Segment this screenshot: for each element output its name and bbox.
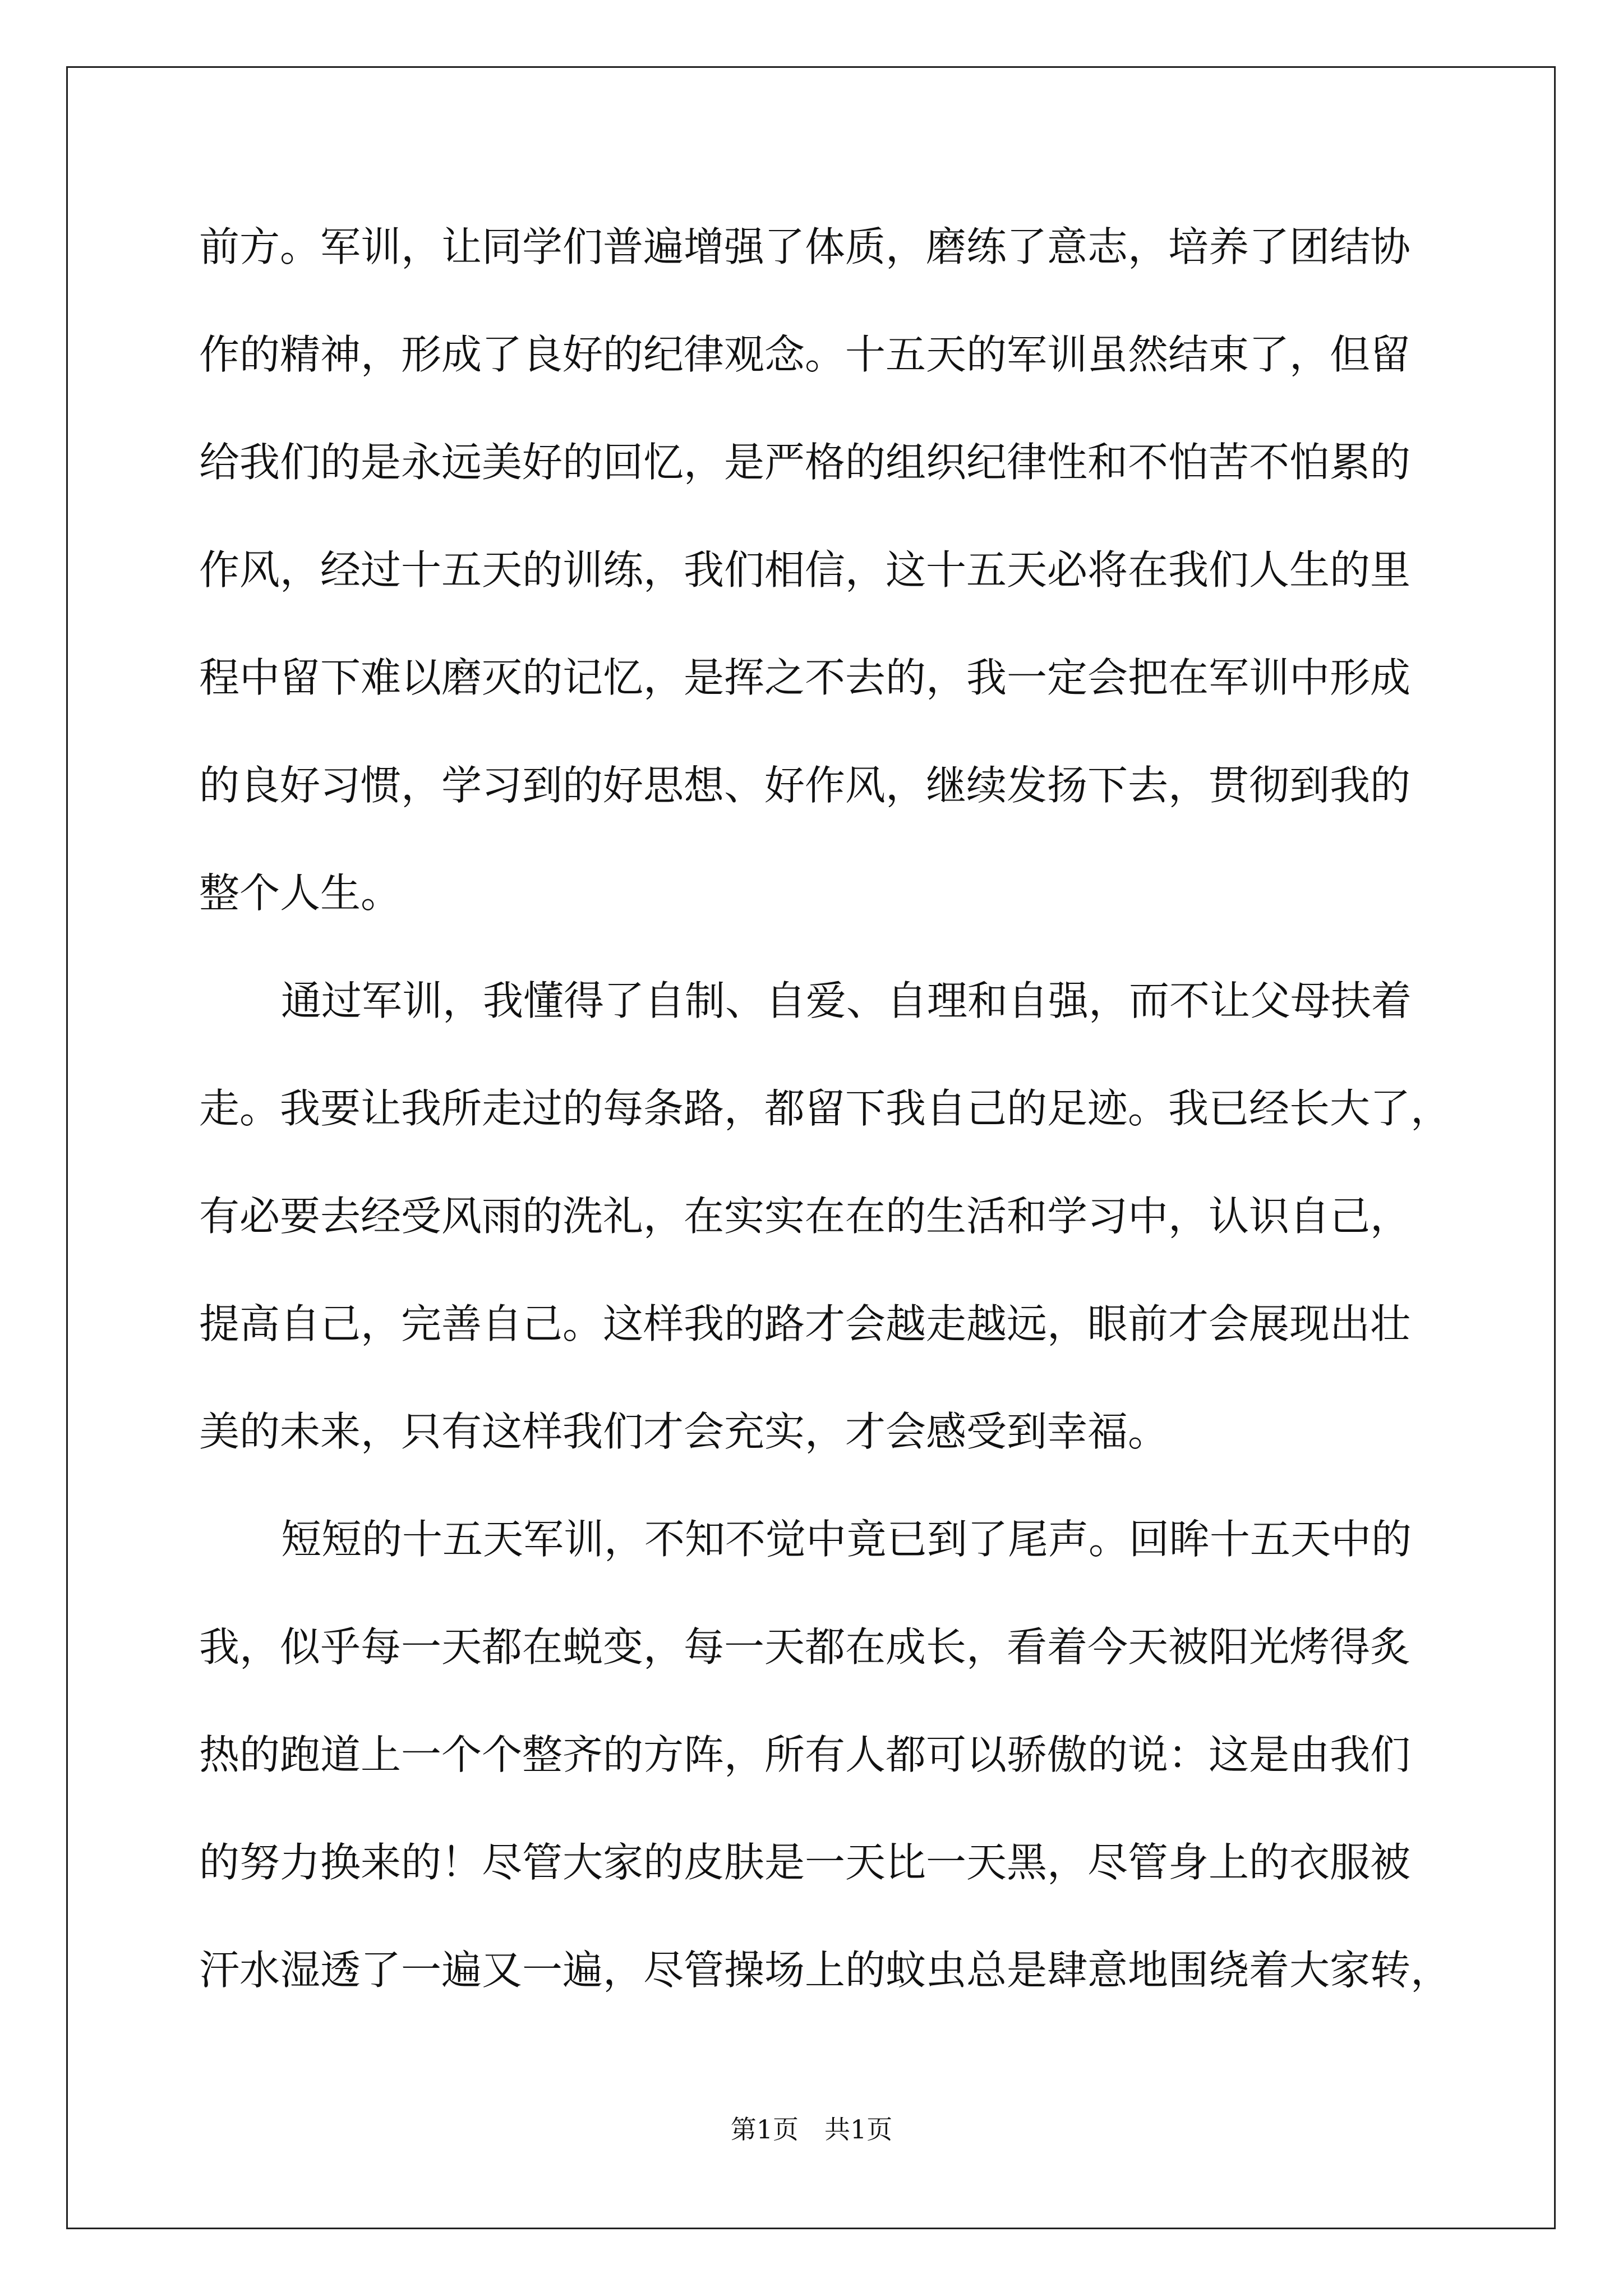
text-line: 我，似乎每一天都在蜕变，每一天都在成长，看着今天被阳光烤得炙 — [199, 1623, 1411, 1671]
text-line: 程中留下难以磨灭的记忆，是挥之不去的，我一定会把在军训中形成 — [199, 654, 1411, 701]
text-line: 的努力换来的！尽管大家的皮肤是一天比一天黑，尽管身上的衣服被 — [199, 1839, 1411, 1886]
text-line: 前方。军训，让同学们普遍增强了体质，磨练了意志，培养了团结协 — [199, 223, 1411, 270]
text-line: 的良好习惯，学习到的好思想、好作风，继续发扬下去，贯彻到我的 — [199, 762, 1411, 809]
text-line: 汗水湿透了一遍又一遍，尽管操场上的蚊虫总是肆意地围绕着大家转， — [199, 1947, 1451, 1994]
text-line: 短短的十五天军训，不知不觉中竟已到了尾声。回眸十五天中的 — [281, 1516, 1412, 1563]
text-line: 走。我要让我所走过的每条路，都留下我自己的足迹。我已经长大了， — [199, 1085, 1451, 1132]
text-line: 热的跑道上一个个整齐的方阵，所有人都可以骄傲的说：这是由我们 — [199, 1731, 1411, 1778]
text-line: 有必要去经受风雨的洗礼，在实实在在的生活和学习中，认识自己， — [199, 1193, 1411, 1240]
text-line: 通过军训，我懂得了自制、自爱、自理和自强，而不让父母扶着 — [281, 977, 1412, 1024]
page-number-footer: 第1页 共1页 — [730, 2114, 893, 2145]
text-line: 整个人生。 — [199, 869, 402, 917]
text-line: 美的未来，只有这样我们才会充实，才会感受到幸福。 — [199, 1408, 1169, 1455]
text-line: 给我们的是永远美好的回忆，是严格的组织纪律性和不怕苦不怕累的 — [199, 439, 1411, 486]
document-body — [199, 220, 1451, 1997]
text-line: 作风，经过十五天的训练，我们相信，这十五天必将在我们人生的里 — [199, 546, 1411, 593]
text-line: 作的精神，形成了良好的纪律观念。十五天的军训虽然结束了，但留 — [199, 331, 1411, 378]
text-line: 提高自己，完善自己。这样我的路才会越走越远，眼前才会展现出壮 — [199, 1300, 1411, 1347]
